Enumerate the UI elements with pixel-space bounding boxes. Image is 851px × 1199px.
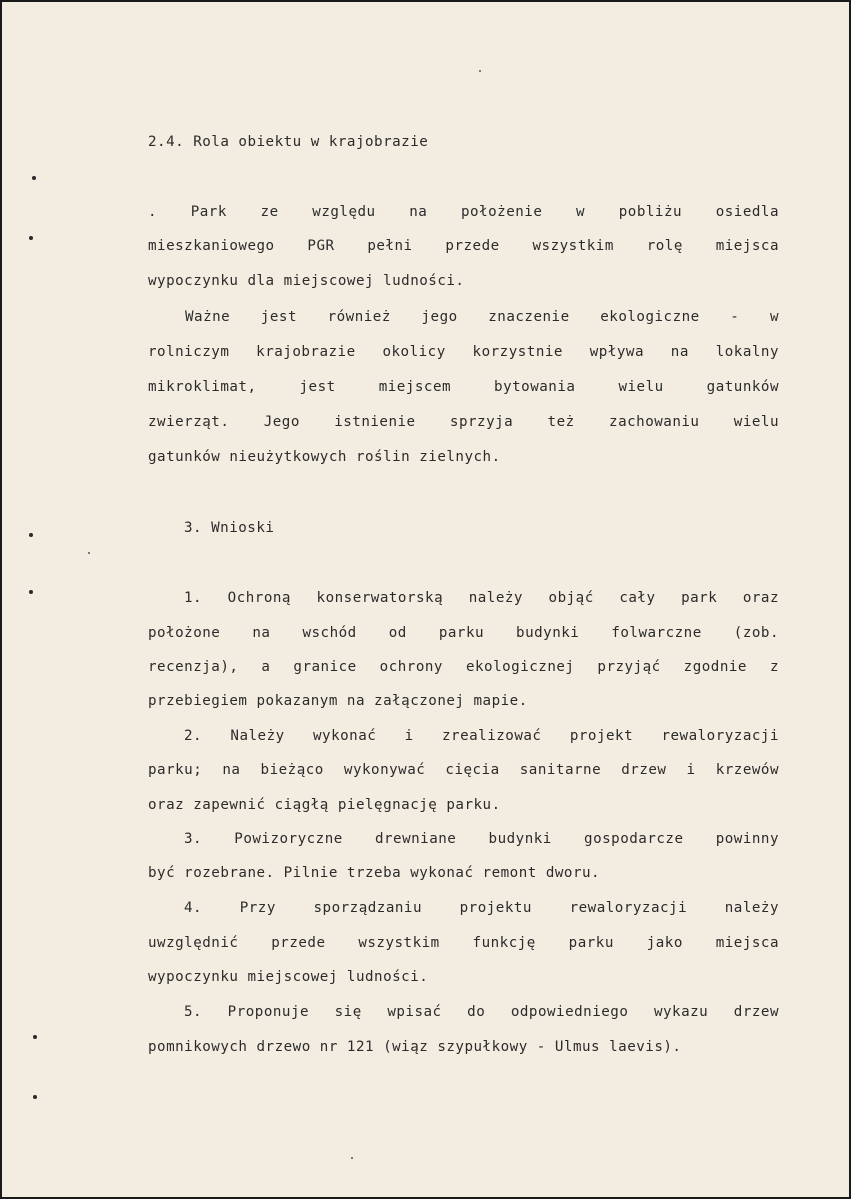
list-item-line: uwzględnić przede wszystkim funkcję parku jako miejsca: [148, 935, 779, 951]
list-item-line: położone na wschód od parku budynki folwarczne (zob.: [148, 625, 779, 641]
punch-mark: [29, 533, 33, 537]
list-item-line: recenzja), a granice ochrony ekologicznej przyjąć zgodnie z: [148, 659, 779, 675]
section-heading-2-4: 2.4. Rola obiektu w krajobrazie: [148, 134, 429, 150]
punch-mark: [32, 176, 36, 180]
list-item-line: pomnikowych drzewo nr 121 (wiąz szypułkowy - Ulmus laevis).: [148, 1039, 682, 1055]
paragraph-line: mieszkaniowego PGR pełni przede wszystkim rolę miejsca: [148, 238, 779, 254]
paragraph-line: gatunków nieużytkowych roślin zielnych.: [148, 449, 501, 465]
scan-speck: [479, 70, 481, 72]
scan-speck: [88, 552, 90, 554]
list-item-line: 5. Proponuje się wpisać do odpowiedniego wykazu drzew: [184, 1004, 779, 1020]
list-item-line: 4. Przy sporządzaniu projektu rewaloryzacji należy: [184, 900, 779, 916]
paragraph-line: Ważne jest również jego znaczenie ekologiczne - w: [185, 309, 779, 325]
paragraph-line: mikroklimat, jest miejscem bytowania wielu gatunków: [148, 379, 779, 395]
section-heading-3: 3. Wnioski: [184, 520, 275, 536]
punch-mark: [29, 236, 33, 240]
list-item-line: przebiegiem pokazanym na załączonej mapie.: [148, 693, 528, 709]
list-item-line: 3. Powizoryczne drewniane budynki gospodarcze powinny: [184, 831, 779, 847]
list-item-line: 2. Należy wykonać i zrealizować projekt rewaloryzacji: [184, 728, 779, 744]
list-item-line: być rozebrane. Pilnie trzeba wykonać remont dworu.: [148, 865, 601, 881]
list-item-line: parku; na bieżąco wykonywać cięcia sanitarne drzew i krzewów: [148, 762, 779, 778]
paragraph-line: . Park ze względu na położenie w pobliżu osiedla: [148, 204, 779, 220]
paragraph-line: rolniczym krajobrazie okolicy korzystnie wpływa na lokalny: [148, 344, 779, 360]
list-item-line: wypoczynku miejscowej ludności.: [148, 969, 429, 985]
scan-speck: [351, 1157, 353, 1159]
paragraph-line: zwierząt. Jego istnienie sprzyja też zachowaniu wielu: [148, 414, 779, 430]
punch-mark: [33, 1095, 37, 1099]
punch-mark: [29, 590, 33, 594]
list-item-line: oraz zapewnić ciągłą pielęgnację parku.: [148, 797, 501, 813]
paragraph-line: wypoczynku dla miejscowej ludności.: [148, 273, 465, 289]
list-item-line: 1. Ochroną konserwatorską należy objąć cały park oraz: [184, 590, 779, 606]
punch-mark: [33, 1035, 37, 1039]
